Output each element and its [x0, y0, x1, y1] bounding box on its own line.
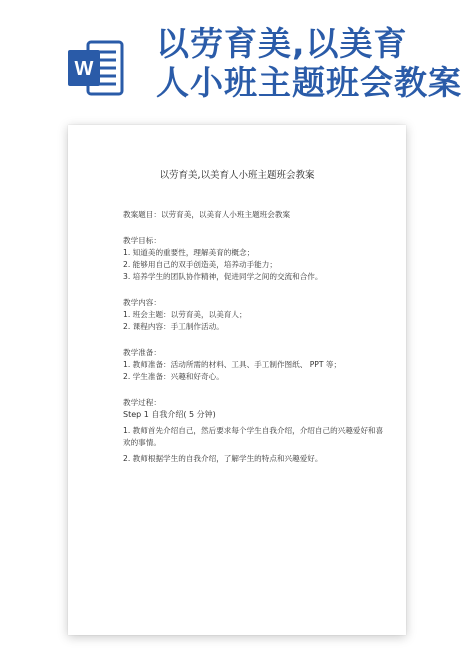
document-title: 以劳育美,以美育人小班主题班会教案 — [159, 170, 315, 181]
content-item: 1. 班会主题：以劳育美，以美育人； — [123, 310, 247, 319]
document-page — [68, 125, 406, 635]
content-heading: 教学内容： — [123, 298, 161, 307]
process-item: 2. 教师根据学生的自我介绍，了解学生的特点和兴趣爱好。 — [123, 454, 323, 463]
preparation-item: 1. 教师准备：活动所需的材料、工具、手工制作图纸、 PPT 等； — [123, 360, 342, 369]
header-title-line2: 人小班主题班会教案 — [156, 63, 462, 102]
preparation-item: 2. 学生准备：兴趣和好奇心。 — [123, 372, 224, 381]
preparation-heading: 教学准备： — [123, 348, 161, 357]
objective-item: 2. 能够用自己的双手创造美，培养动手能力； — [123, 260, 277, 269]
word-document-icon — [66, 38, 126, 98]
svg-text:W: W — [74, 58, 94, 80]
page-header — [0, 0, 474, 118]
objective-item: 1. 知道美的重要性，理解美育的概念； — [123, 248, 255, 257]
header-title-line1: 以劳育美,以美育 — [156, 24, 408, 63]
process-step-1: Step 1 自我介绍( 5 分钟) — [123, 410, 216, 419]
document-body — [123, 209, 388, 465]
process-heading: 教学过程： — [123, 398, 161, 407]
objective-item: 3. 培养学生的团队协作精神，促进同学之间的交流和合作。 — [123, 272, 323, 281]
process-item: 1. 教师首先介绍自己，然后要求每个学生自我介绍，介绍自己的兴趣爱好和喜欢的事情。 — [123, 426, 384, 447]
header-title — [156, 24, 466, 102]
content-item: 2. 课程内容：手工制作活动。 — [123, 322, 224, 331]
topic-line: 教案题目：以劳育美，以美育人小班主题班会教案 — [123, 210, 291, 219]
objectives-heading: 教学目标： — [123, 236, 161, 245]
